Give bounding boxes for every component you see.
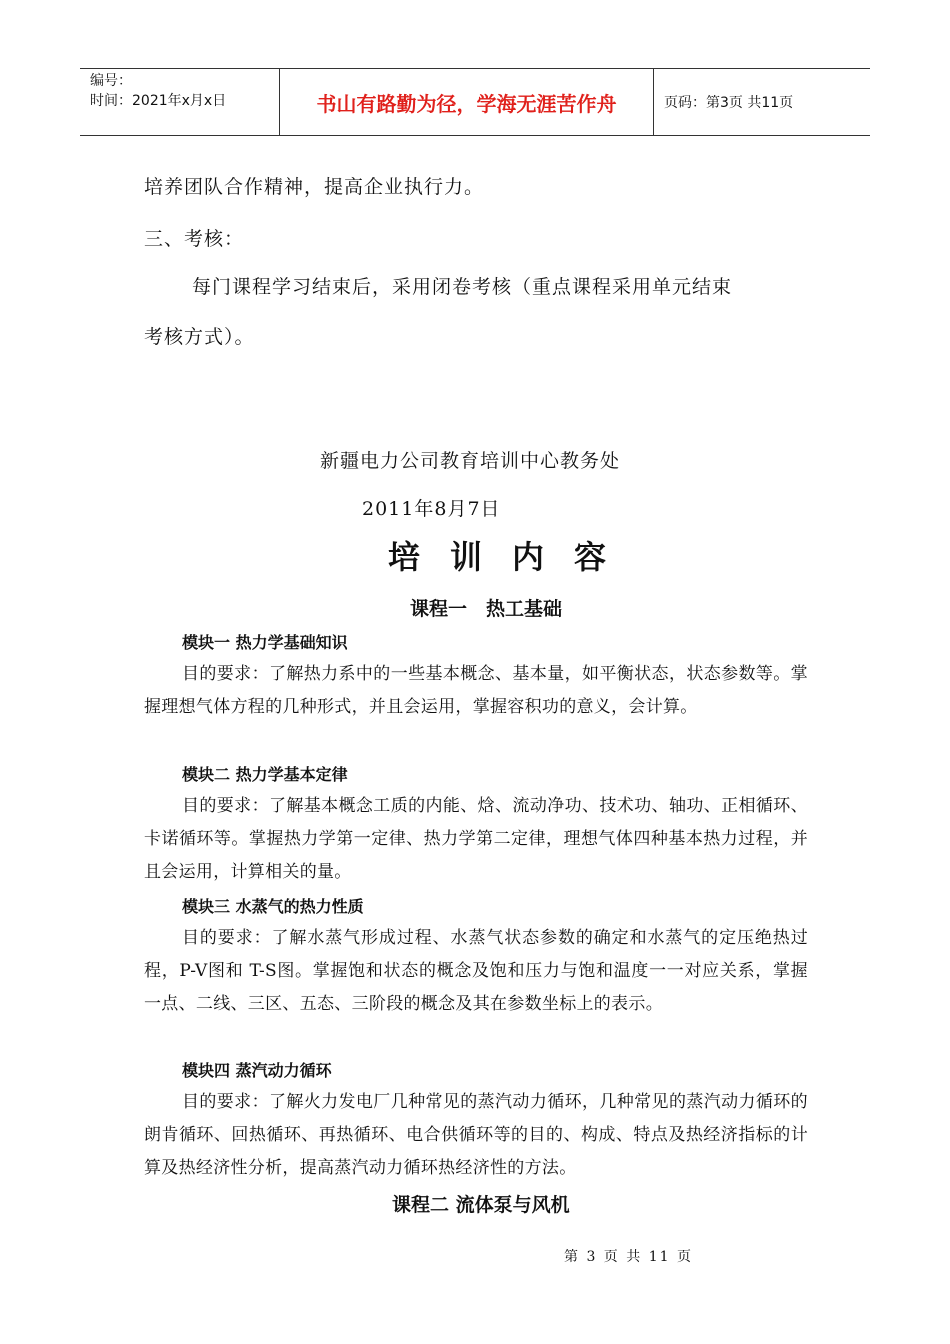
course1-title: 课程一 热工基础	[410, 598, 563, 620]
course2-title: 课程二 流体泵与风机	[392, 1194, 570, 1216]
page-title: 培训内容	[388, 538, 637, 576]
assessment-text-line1: 每门课程学习结束后，采用闭卷考核（重点课程采用单元结束	[192, 276, 733, 298]
page-footer: 第 3 页 共 11 页	[564, 1249, 693, 1265]
assessment-text-line2: 考核方式）。	[144, 326, 255, 348]
header-meta	[80, 69, 280, 135]
section-heading-assessment: 三、考核：	[144, 228, 245, 250]
header-page-info: 页码：第3页 共11页	[664, 95, 794, 111]
module4-requirement: 目的要求：了解火力发电厂几种常见的蒸汽动力循环，几种常见的蒸汽动力循环的朗肯循环、回热循环、再热循环、电合供循环等的目的、构成、特点及热经济指标的计算及热经济性分析，提高蒸汽动力循环热经济性的方法。	[144, 1092, 808, 1178]
module3-title: 模块三 水蒸气的热力性质	[182, 897, 364, 916]
header-motto: 书山有路勤为径，学海无涯苦作舟	[280, 69, 654, 135]
signature-org: 新疆电力公司教育培训中心教务处	[320, 450, 621, 472]
module2-requirement: 目的要求：了解基本概念工质的内能、焓、流动净功、技术功、轴功、正相循环、卡诺循环等。掌握热力学第一定律、热力学第二定律，理想气体四种基本热力过程，并且会运用，计算相关的量。	[144, 796, 808, 882]
intro-line: 培养团队合作精神，提高企业执行力。	[144, 176, 485, 198]
module1-title: 模块一 热力学基础知识	[182, 633, 348, 652]
page-header	[80, 68, 870, 136]
document-number-label: 编号：	[90, 73, 132, 89]
module1-requirement: 目的要求：了解热力系中的一些基本概念、基本量，如平衡状态，状态参数等。掌握理想气体方程的几种形式，并且会运用，掌握容积功的意义，会计算。	[144, 664, 808, 717]
module4-title: 模块四 蒸汽动力循环	[182, 1061, 332, 1080]
module3-requirement: 目的要求：了解水蒸气形成过程、水蒸气状态参数的确定和水蒸气的定压绝热过程，P-V图和 T-S图。掌握饱和状态的概念及饱和压力与饱和温度一一对应关系，掌握一点、二线、三区、五态、三阶段的概念及其在参数坐标上的表示。	[144, 928, 808, 1014]
document-time-label: 时间：2021年x月x日	[90, 93, 227, 109]
signature-date: 2011年8月7日	[362, 498, 501, 520]
module2-title: 模块二 热力学基本定律	[182, 765, 348, 784]
